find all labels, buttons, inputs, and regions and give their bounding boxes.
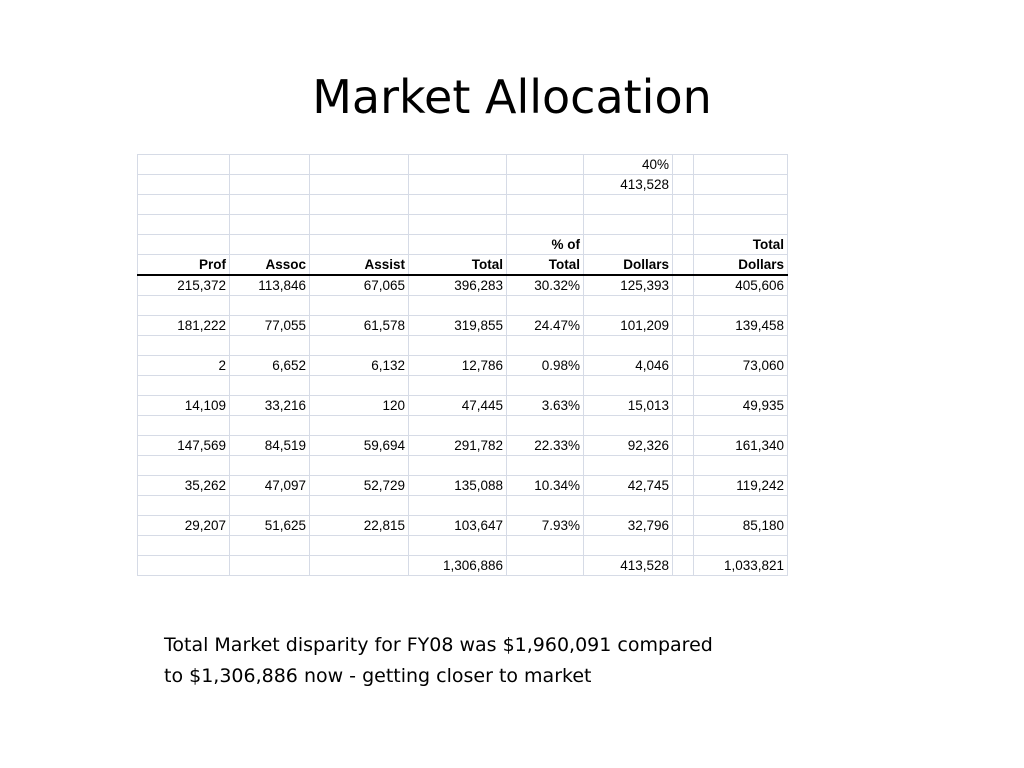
spacer-row bbox=[138, 416, 788, 436]
table-cell bbox=[138, 556, 230, 576]
table-cell: 47,097 bbox=[230, 476, 310, 496]
table-row bbox=[138, 516, 788, 536]
header-spacer bbox=[673, 255, 694, 276]
table-cell bbox=[673, 516, 694, 536]
table-cell: 92,326 bbox=[584, 436, 673, 456]
table-cell bbox=[310, 556, 409, 576]
header-row bbox=[138, 255, 788, 276]
table-cell: 413,528 bbox=[584, 556, 673, 576]
market-allocation-table bbox=[137, 154, 788, 576]
table-row bbox=[138, 316, 788, 336]
table-cell: 24.47% bbox=[507, 316, 584, 336]
table-row bbox=[138, 436, 788, 456]
table-cell bbox=[230, 556, 310, 576]
table-cell: 120 bbox=[310, 396, 409, 416]
spacer-row bbox=[138, 336, 788, 356]
table-cell: 215,372 bbox=[138, 275, 230, 296]
table-cell bbox=[673, 476, 694, 496]
table-row bbox=[138, 396, 788, 416]
table-cell: 84,519 bbox=[230, 436, 310, 456]
table-row bbox=[138, 476, 788, 496]
summary-line-1: Total Market disparity for FY08 was $1,960,091 compared bbox=[164, 634, 713, 656]
table-cell: 139,458 bbox=[694, 316, 788, 336]
header-total-dollars-top: Total bbox=[694, 235, 788, 255]
table-cell: 181,222 bbox=[138, 316, 230, 336]
table-cell: 85,180 bbox=[694, 516, 788, 536]
header-pct-of: % of bbox=[507, 235, 584, 255]
header-total-dollars: Dollars bbox=[694, 255, 788, 276]
table-cell: 22.33% bbox=[507, 436, 584, 456]
table-cell: 67,065 bbox=[310, 275, 409, 296]
table-cell: 1,033,821 bbox=[694, 556, 788, 576]
table-cell: 51,625 bbox=[230, 516, 310, 536]
sheet-row bbox=[138, 195, 788, 215]
table-cell: 35,262 bbox=[138, 476, 230, 496]
table-cell: 119,242 bbox=[694, 476, 788, 496]
table-cell bbox=[673, 356, 694, 376]
spacer-row bbox=[138, 456, 788, 476]
spacer-row bbox=[138, 536, 788, 556]
table-cell bbox=[673, 316, 694, 336]
table-cell: 405,606 bbox=[694, 275, 788, 296]
table-cell: 1,306,886 bbox=[409, 556, 507, 576]
table-cell bbox=[673, 556, 694, 576]
table-cell: 319,855 bbox=[409, 316, 507, 336]
header-assist: Assist bbox=[310, 255, 409, 276]
spacer-row bbox=[138, 496, 788, 516]
header-row-top bbox=[138, 235, 788, 255]
table-cell: 14,109 bbox=[138, 396, 230, 416]
table-cell: 10.34% bbox=[507, 476, 584, 496]
totals-row bbox=[138, 556, 788, 576]
pct-amount-cell: 413,528 bbox=[584, 175, 673, 195]
table-cell: 2 bbox=[138, 356, 230, 376]
table-cell: 52,729 bbox=[310, 476, 409, 496]
table-cell: 7.93% bbox=[507, 516, 584, 536]
sheet-row bbox=[138, 175, 788, 195]
table-cell bbox=[673, 436, 694, 456]
table-cell: 32,796 bbox=[584, 516, 673, 536]
summary-note bbox=[164, 630, 804, 692]
summary-line-2: to $1,306,886 now - getting closer to market bbox=[164, 665, 592, 687]
table-cell: 33,216 bbox=[230, 396, 310, 416]
slide-title: Market Allocation bbox=[312, 70, 712, 124]
table-cell: 61,578 bbox=[310, 316, 409, 336]
table-cell: 0.98% bbox=[507, 356, 584, 376]
table-cell bbox=[673, 396, 694, 416]
table-cell: 396,283 bbox=[409, 275, 507, 296]
header-prof: Prof bbox=[138, 255, 230, 276]
table-cell: 77,055 bbox=[230, 316, 310, 336]
table-cell: 22,815 bbox=[310, 516, 409, 536]
table-cell: 29,207 bbox=[138, 516, 230, 536]
table-row bbox=[138, 275, 788, 296]
table-cell: 4,046 bbox=[584, 356, 673, 376]
header-pct-total: Total bbox=[507, 255, 584, 276]
table-cell: 6,132 bbox=[310, 356, 409, 376]
spacer-row bbox=[138, 296, 788, 316]
sheet-row bbox=[138, 215, 788, 235]
pct-cell: 40% bbox=[584, 155, 673, 175]
spacer-row bbox=[138, 376, 788, 396]
header-assoc: Assoc bbox=[230, 255, 310, 276]
table-cell: 161,340 bbox=[694, 436, 788, 456]
table-cell bbox=[507, 556, 584, 576]
table-cell: 291,782 bbox=[409, 436, 507, 456]
table-cell: 147,569 bbox=[138, 436, 230, 456]
table-cell: 113,846 bbox=[230, 275, 310, 296]
table-cell: 59,694 bbox=[310, 436, 409, 456]
table-cell: 3.63% bbox=[507, 396, 584, 416]
table-cell: 103,647 bbox=[409, 516, 507, 536]
table-cell: 135,088 bbox=[409, 476, 507, 496]
sheet-row bbox=[138, 155, 788, 175]
table-cell: 101,209 bbox=[584, 316, 673, 336]
table-cell: 15,013 bbox=[584, 396, 673, 416]
table-row bbox=[138, 356, 788, 376]
table-cell: 49,935 bbox=[694, 396, 788, 416]
table-cell: 47,445 bbox=[409, 396, 507, 416]
table-cell bbox=[673, 275, 694, 296]
header-total: Total bbox=[409, 255, 507, 276]
table-cell: 6,652 bbox=[230, 356, 310, 376]
table-cell: 12,786 bbox=[409, 356, 507, 376]
header-dollars: Dollars bbox=[584, 255, 673, 276]
table-cell: 125,393 bbox=[584, 275, 673, 296]
table-cell: 42,745 bbox=[584, 476, 673, 496]
table-cell: 30.32% bbox=[507, 275, 584, 296]
table-cell: 73,060 bbox=[694, 356, 788, 376]
